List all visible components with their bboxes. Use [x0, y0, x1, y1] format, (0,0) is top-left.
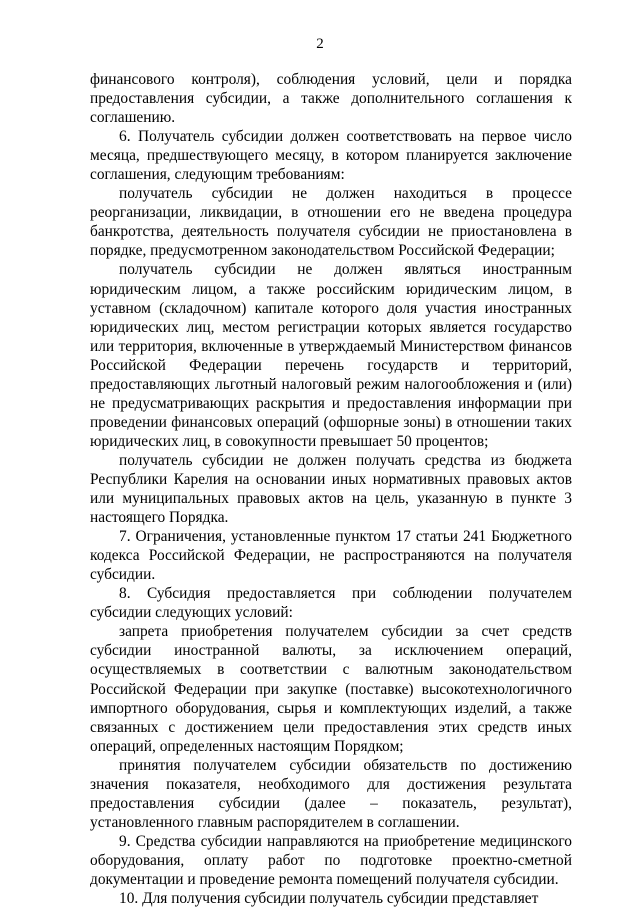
- paragraph-item-6: 6. Получатель субсидии должен соответствовать на первое число месяца, предшествующего месяцу, в котором планируется заключение соглашения, следующим требованиям:: [90, 128, 572, 184]
- paragraph-requirement-3: получатель субсидии не должен получать средства из бюджета Республики Карелия на основании иных нормативных правовых актов или муниципальных правовых актов на цель, указанную в пункте 3 настоящего Порядка.: [90, 451, 572, 527]
- paragraph-item-7: 7. Ограничения, установленные пунктом 17 статьи 241 Бюджетного кодекса Российской Федерации, не распространяются на получателя субсидии.: [90, 528, 572, 584]
- paragraph-item-8: 8. Субсидия предоставляется при соблюдении получателем субсидии следующих условий:: [90, 585, 572, 622]
- page-number: 2: [316, 36, 324, 52]
- paragraph-requirement-1: получатель субсидии не должен находиться в процессе реорганизации, ликвидации, в отношении его не введена процедура банкротства, деятельность получателя субсидии не приостановлена в порядке, предусмотренном законодательством Российской Федерации;: [90, 185, 572, 260]
- paragraph-continuation: финансового контроля), соблюдения условий, цели и порядка предоставления субсидии, а также дополнительного соглашения к соглашению.: [90, 71, 572, 127]
- paragraph-condition-1: запрета приобретения получателем субсидии за счет средств субсидии иностранной валюты, за исключением операций, осуществляемых в соответствии с валютным законодательством Российской Федерации при закупке (поставке) высокотехнологичного импортного оборудования, сырья и комплектующих изделий, а также связанных с достижением цели предоставления этих средств иных операций, определенных настоящим Порядком;: [90, 623, 572, 755]
- document-body: [90, 70, 572, 908]
- paragraph-item-10: 10. Для получения субсидии получатель субсидии представляет: [119, 890, 539, 908]
- paragraph-item-9: 9. Средства субсидии направляются на приобретение медицинского оборудования, оплату работ по подготовке проектно-сметной документации и проведение ремонта помещений получателя субсидии.: [90, 832, 572, 888]
- paragraph-requirement-2: получатель субсидии не должен являться иностранным юридическим лицом, а также российским юридическим лицом, в уставном (складочном) капитале которого доля участия иностранных юридических лиц, местом регистрации которых является государство или территория, включенные в утверждаемый Министерством финансов Российской Федерации перечень государств и территорий, предоставляющих льготный налоговый режим налогообложения и (или) не предусматривающих раскрытия и предоставления информации при проведении финансовых операций (офшорные зоны) в отношении таких юридических лиц, в совокупности превышает 50 процентов;: [90, 261, 572, 450]
- paragraph-condition-2: принятия получателем субсидии обязательств по достижению значения показателя, необходимого для достижения результата предоставления субсидии (далее – показатель, результат), установленного главным распорядителем в соглашении.: [90, 756, 572, 831]
